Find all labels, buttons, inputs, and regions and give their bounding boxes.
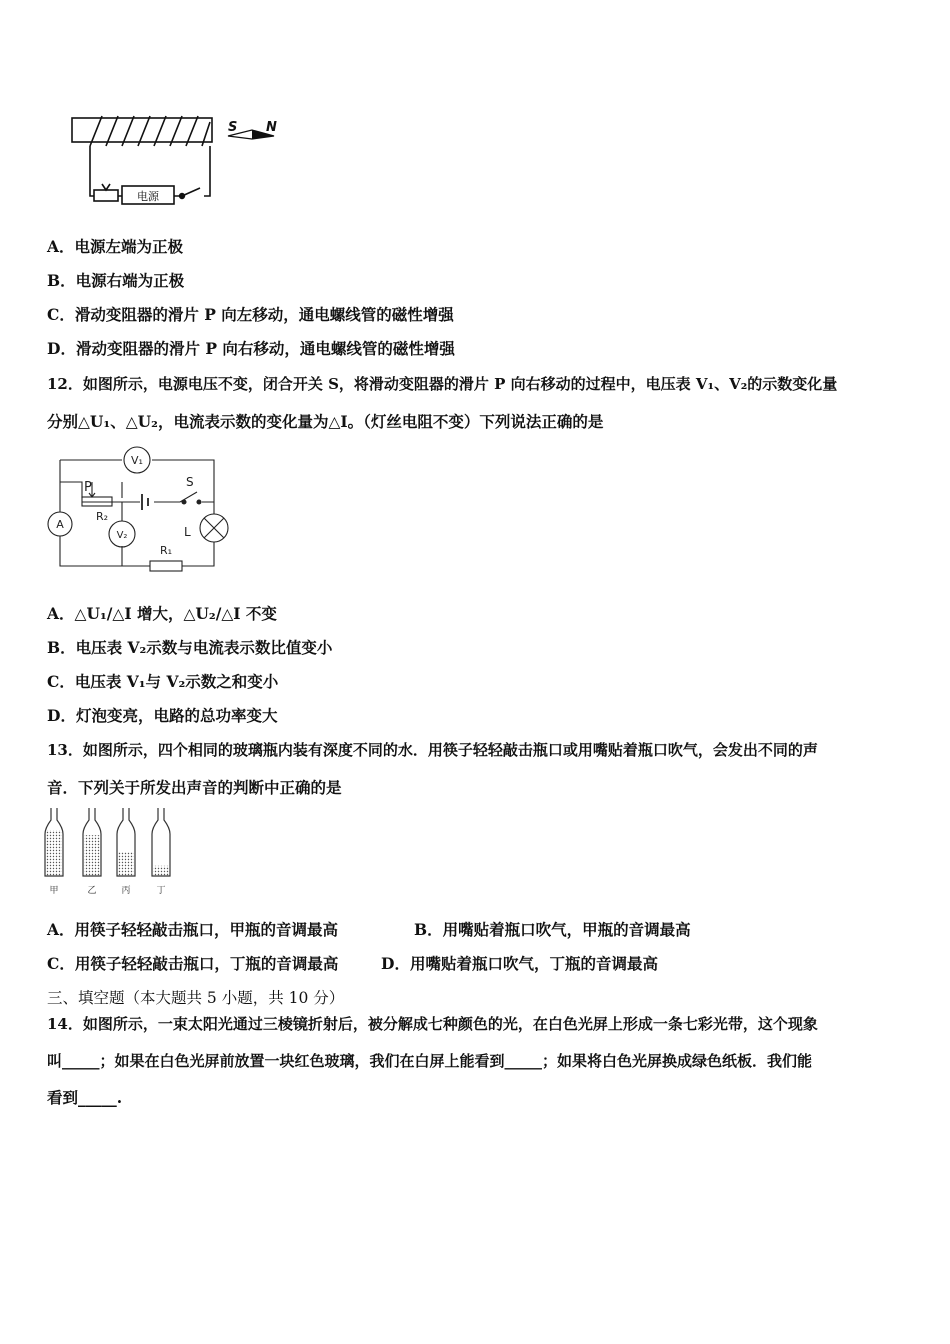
bottle-label: 丁	[156, 886, 166, 896]
v1-label: V₁	[131, 454, 143, 467]
bottle-water	[153, 866, 169, 876]
switch	[182, 188, 200, 196]
q13-stem-line2: 音．下列关于所发出声音的判断中正确的是	[47, 778, 342, 797]
r1-label: R₁	[160, 544, 173, 557]
q12-circuit-figure	[42, 444, 242, 574]
v2-label: V₂	[116, 530, 128, 541]
q11-option-c[interactable]: C．滑动变阻器的滑片 P 向左移动，通电螺线管的磁性增强	[47, 305, 454, 324]
bottle-water	[118, 852, 134, 876]
s-label: S	[186, 475, 194, 489]
p-label: P	[84, 480, 92, 495]
q11-option-d[interactable]: D．滑动变阻器的滑片 P 向右移动，通电螺线管的磁性增强	[47, 339, 455, 358]
q13-option-d[interactable]: D．用嘴贴着瓶口吹气，丁瓶的音调最高	[381, 954, 658, 973]
battery	[142, 494, 148, 510]
q13-option-b[interactable]: B．用嘴贴着瓶口吹气，甲瓶的音调最高	[414, 920, 691, 939]
bottle-label: 乙	[87, 886, 97, 896]
q13-stem-line1: 13．如图所示，四个相同的玻璃瓶内装有深度不同的水．用筷子轻轻敲击瓶口或用嘴贴着瓶口吹气，会发出不同的声	[47, 741, 818, 759]
section-3-title: 三、填空题（本大题共 5 小题，共 10 分）	[47, 989, 345, 1007]
q12-option-a[interactable]: A．△U₁/△I 增大，△U₂/△I 不变	[47, 604, 277, 623]
q11-option-b[interactable]: B．电源右端为正极	[47, 271, 185, 290]
resistor-r1	[150, 561, 182, 571]
rheostat	[94, 190, 118, 201]
q12-option-c[interactable]: C．电压表 V₁与 V₂示数之和变小	[47, 672, 279, 691]
bottle-4	[152, 808, 170, 896]
bottle-water	[84, 835, 100, 876]
q12-option-b[interactable]: B．电压表 V₂示数与电流表示数比值变小	[47, 638, 333, 657]
q14-line1: 14．如图所示，一束太阳光通过三棱镜折射后，被分解成七种颜色的光，在白色光屏上形成一条七彩光带，这个现象	[47, 1015, 818, 1033]
q14-line2: 叫_____；如果在白色光屏前放置一块红色玻璃，我们在白屏上能看到_____；如果将白色光屏换成绿色纸板．我们能	[47, 1052, 813, 1070]
compass-s-label: S	[228, 120, 238, 135]
r2-label: R₂	[96, 510, 109, 523]
compass-needle	[228, 120, 277, 139]
bottle-1	[45, 808, 63, 896]
power-source-label: 电源	[137, 190, 159, 203]
l-label: L	[184, 525, 191, 539]
q11-solenoid-figure	[60, 108, 300, 212]
bottle-3	[117, 808, 135, 896]
compass-n-label: N	[266, 120, 277, 135]
bottle-2	[83, 808, 101, 896]
q12-stem-line2: 分别△U₁、△U₂，电流表示数的变化量为△I。（灯丝电阻不变）下列说法正确的是	[47, 412, 604, 431]
bottle-label: 丙	[121, 886, 131, 896]
q13-option-c[interactable]: C．用筷子轻轻敲击瓶口，丁瓶的音调最高	[47, 954, 339, 973]
a-label: A	[56, 518, 64, 531]
bottle-water	[46, 830, 62, 876]
bottle-label: 甲	[49, 886, 59, 896]
rheostat-slider-arrow	[102, 184, 110, 190]
circuit-wire	[90, 146, 210, 196]
q12-option-d[interactable]: D．灯泡变亮，电路的总功率变大	[47, 706, 278, 725]
bottle-outline	[152, 808, 170, 876]
q11-option-a[interactable]: A．电源左端为正极	[47, 237, 184, 256]
q13-bottles-figure	[40, 804, 190, 900]
q14-line3: 看到_____.	[47, 1088, 123, 1107]
q12-stem-line1: 12．如图所示，电源电压不变，闭合开关 S，将滑动变阻器的滑片 P 向右移动的过程中，电压表 V₁、V₂的示数变化量	[47, 375, 838, 393]
q13-option-a[interactable]: A．用筷子轻轻敲击瓶口，甲瓶的音调最高	[47, 920, 339, 939]
